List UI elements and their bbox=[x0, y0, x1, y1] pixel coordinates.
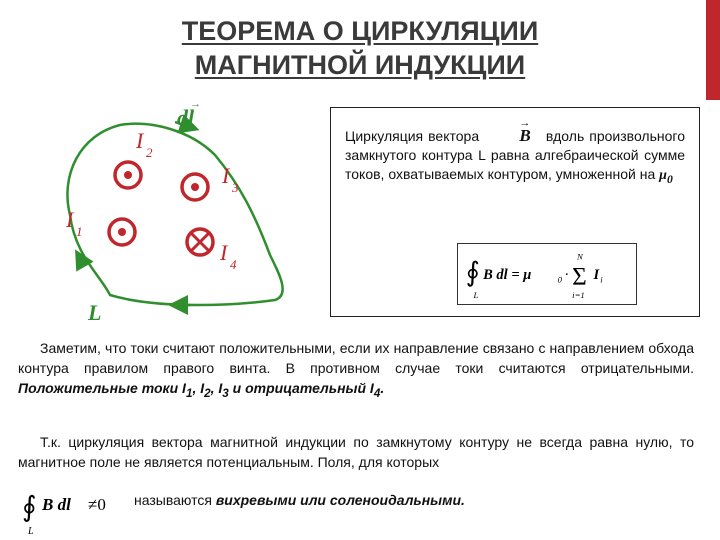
dl-arrow: → bbox=[190, 98, 201, 110]
bottom-statement bbox=[134, 492, 465, 508]
svg-text:I: I bbox=[66, 207, 74, 232]
circulation-formula bbox=[457, 243, 637, 305]
current-I2 bbox=[115, 128, 153, 188]
mu-symbol: μ bbox=[659, 168, 667, 183]
svg-text:L: L bbox=[473, 290, 479, 301]
paragraph-sign-convention bbox=[18, 338, 694, 404]
accent-bar bbox=[706, 0, 720, 100]
svg-text:i=1: i=1 bbox=[572, 290, 585, 301]
svg-text:B dl: B dl bbox=[42, 495, 71, 514]
bottom-text-bold: вихревыми или соленоидальными. bbox=[215, 492, 465, 508]
nonzero-circulation-formula bbox=[18, 478, 128, 538]
dl-label: dl bbox=[177, 105, 195, 130]
svg-text:B dl = μ: B dl = μ bbox=[483, 266, 532, 283]
title-line-2: МАГНИТНОЙ ИНДУКЦИИ bbox=[194, 50, 526, 80]
svg-text:∮: ∮ bbox=[22, 492, 37, 523]
svg-text:Σ: Σ bbox=[572, 263, 587, 291]
mu-sub: 0 bbox=[666, 172, 673, 186]
svg-text:I: I bbox=[136, 128, 144, 153]
and-text: и отрицательный I bbox=[228, 380, 374, 396]
theorem-text-before: Циркуляция вектора bbox=[345, 128, 480, 144]
svg-text:·: · bbox=[564, 266, 570, 283]
contour-path bbox=[67, 124, 282, 305]
svg-text:3: 3 bbox=[232, 180, 239, 195]
svg-text:I: I bbox=[593, 266, 600, 283]
svg-text:i: i bbox=[600, 274, 603, 285]
contour-diagram bbox=[40, 95, 330, 335]
paragraph1-bold1: Положительные токи I bbox=[18, 380, 186, 396]
svg-text:2: 2 bbox=[146, 145, 153, 160]
sep-2: , I bbox=[210, 380, 223, 396]
title-line-1: ТЕОРЕМА О ЦИРКУЛЯЦИИ bbox=[181, 16, 539, 46]
sub-4: 4 bbox=[373, 386, 381, 400]
svg-text:I: I bbox=[220, 240, 228, 265]
svg-text:≠0: ≠0 bbox=[88, 495, 106, 514]
paragraph1-main: Заметим, что токи считают положительными, если их направление связано с направлением обхода контура правилом правого винта. В противном случае токи считаются отрицательными. bbox=[18, 340, 694, 376]
svg-text:1: 1 bbox=[76, 224, 83, 239]
sub-1: 1 bbox=[185, 386, 193, 400]
svg-text:4: 4 bbox=[230, 257, 237, 272]
vector-b: → B bbox=[519, 126, 530, 145]
svg-text:∮: ∮ bbox=[465, 256, 480, 287]
current-I4 bbox=[187, 229, 237, 272]
contour-arrow-left bbox=[80, 258, 84, 265]
paragraph-vortex: Т.к. циркуляция вектора магнитной индукции по замкнутому контуру не всегда равна нулю, то магнитное поле не является потенциальным. Поля, для которых bbox=[18, 434, 694, 470]
theorem-text bbox=[345, 126, 685, 189]
theorem-box bbox=[330, 107, 700, 317]
contour-label: L bbox=[88, 300, 102, 325]
sep-1: , I bbox=[192, 380, 205, 396]
page-title bbox=[60, 14, 660, 82]
svg-text:N: N bbox=[577, 251, 583, 262]
current-I3 bbox=[182, 163, 239, 200]
svg-text:0: 0 bbox=[557, 274, 562, 285]
theorem-text-after: вдоль произвольного замкнутого контура L равна алгебраической сумме токов, охватываемых контуром, умноженной на bbox=[345, 128, 685, 182]
bottom-text-before: называются bbox=[134, 492, 216, 508]
sub-2: 2 bbox=[204, 386, 211, 400]
svg-text:L: L bbox=[28, 526, 34, 537]
sub-3: 3 bbox=[222, 386, 229, 400]
end: . bbox=[380, 380, 385, 396]
svg-text:I: I bbox=[222, 163, 230, 188]
